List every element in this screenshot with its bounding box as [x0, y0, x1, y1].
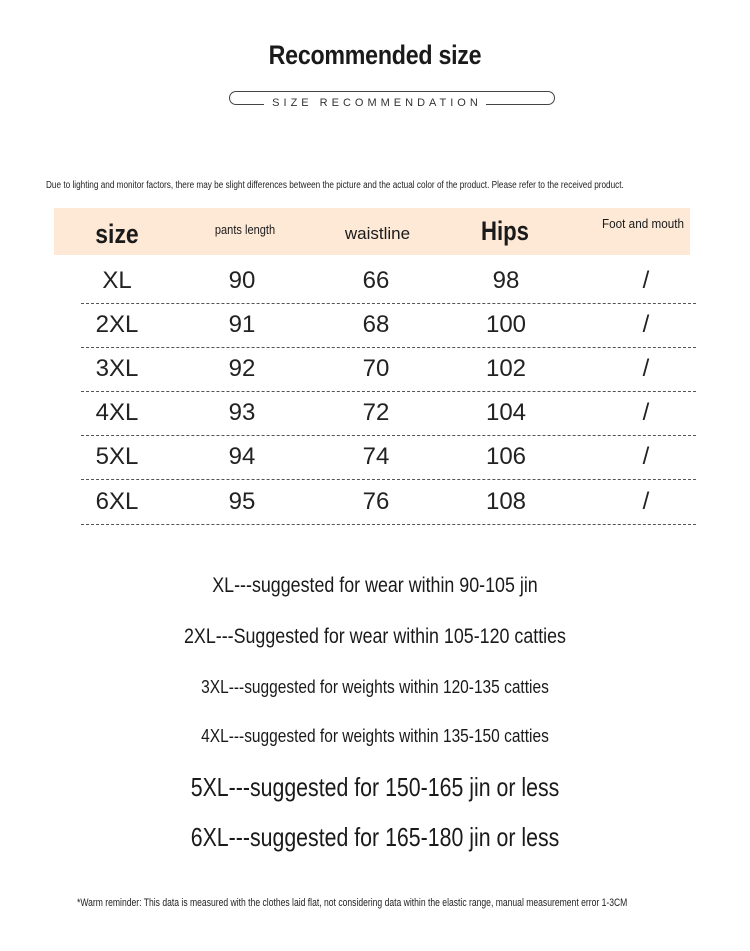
subtitle-label — [0, 97, 750, 109]
cell-hips: 108 — [485, 488, 527, 515]
cell-pants-length: 94 — [228, 443, 256, 470]
header-pants-length: pants length — [214, 222, 276, 237]
cell-foot-mouth: / — [642, 488, 650, 515]
cell-waistline: 74 — [362, 443, 390, 470]
cell-foot-mouth: / — [642, 399, 650, 426]
cell-size: 5XL — [95, 443, 139, 470]
cell-waistline: 72 — [362, 399, 390, 426]
suggestion-5xl: 5XL---suggested for 150-165 jin or less — [190, 772, 560, 802]
cell-foot-mouth: / — [642, 267, 650, 294]
cell-waistline: 70 — [362, 355, 390, 382]
table-row — [81, 347, 696, 392]
suggestion-4xl: 4XL---suggested for weights within 135-150 catties — [201, 726, 549, 746]
cell-hips: 102 — [485, 355, 527, 382]
header-hips: Hips — [481, 216, 529, 246]
header-waistline: waistline — [344, 224, 411, 243]
suggestion-xl: XL---suggested for wear within 90-105 jin — [212, 574, 538, 597]
cell-size: 4XL — [95, 399, 139, 426]
cell-waistline: 66 — [362, 267, 390, 294]
table-row — [81, 480, 696, 525]
table-row — [81, 259, 696, 304]
cell-size: 3XL — [95, 355, 139, 382]
cell-hips: 98 — [492, 267, 520, 294]
cell-hips: 100 — [485, 311, 527, 338]
cell-foot-mouth: / — [642, 355, 650, 382]
cell-waistline: 68 — [362, 311, 390, 338]
color-notice: Due to lighting and monitor factors, there may be slight differences between the picture and the actual color of the product. Please refer to the received product. — [46, 180, 624, 191]
table-row — [81, 435, 696, 480]
cell-foot-mouth: / — [642, 311, 650, 338]
header-size: size — [95, 219, 139, 249]
cell-pants-length: 95 — [228, 488, 256, 515]
cell-size: XL — [102, 267, 132, 294]
page-title: Recommended size — [268, 40, 482, 70]
warm-reminder: *Warm reminder: This data is measured with the clothes laid flat, not considering data within the elastic range, manual measurement error 1-3CM — [77, 897, 628, 909]
cell-pants-length: 92 — [228, 355, 256, 382]
subtitle-text: SIZE RECOMMENDATION — [264, 97, 486, 109]
cell-pants-length: 93 — [228, 399, 256, 426]
cell-foot-mouth: / — [642, 443, 650, 470]
cell-pants-length: 90 — [228, 267, 256, 294]
cell-pants-length: 91 — [228, 311, 256, 338]
cell-waistline: 76 — [362, 488, 390, 515]
table-row — [81, 391, 696, 436]
suggestion-2xl: 2XL---Suggested for wear within 105-120 catties — [183, 625, 566, 648]
cell-hips: 106 — [485, 443, 527, 470]
cell-hips: 104 — [485, 399, 527, 426]
cell-size: 2XL — [95, 311, 139, 338]
header-foot-mouth: Foot and mouth — [602, 216, 684, 231]
table-row — [81, 303, 696, 348]
suggestion-3xl: 3XL---suggested for weights within 120-135 catties — [201, 677, 549, 697]
cell-size: 6XL — [95, 488, 139, 515]
suggestion-6xl: 6XL---suggested for 165-180 jin or less — [190, 822, 560, 852]
